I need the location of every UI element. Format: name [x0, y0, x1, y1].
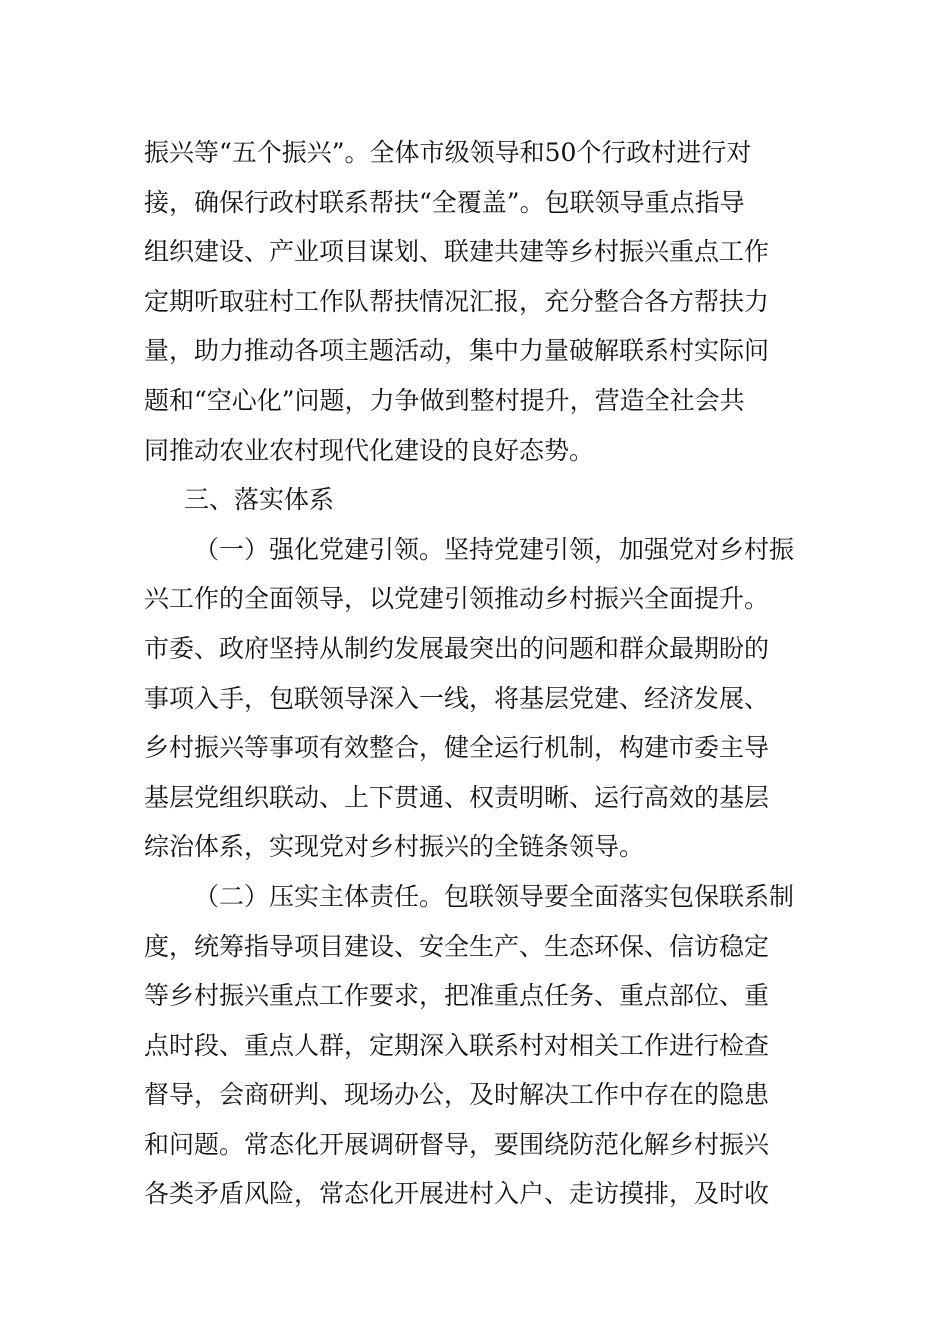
text-line: 同推动农业农村现代化建设的良好态势。: [144, 435, 595, 465]
text-line: 组织建设、产业项目谋划、联建共建等乡村振兴重点工作: [144, 237, 770, 267]
paragraph-start-line: （二）压实主体责任。包联领导要全面落实包保联系制: [194, 881, 795, 911]
text-line: 度，统筹指导项目建设、安全生产、生态环保、信访稳定: [144, 931, 770, 961]
section-heading: 三、落实体系: [184, 485, 335, 515]
text-line: 振兴等“五个振兴”。全体市级领导和50个行政村进行对: [144, 138, 752, 167]
text-line: 等乡村振兴重点工作要求，把准重点任务、重点部位、重: [144, 981, 770, 1011]
text-line: 督导，会商研判、现场办公，及时解决工作中存在的隐患: [144, 1080, 770, 1110]
text-line: 点时段、重点人群，定期深入联系村对相关工作进行检查: [144, 1030, 770, 1060]
text-line: 基层党组织联动、上下贯通、权责明晰、运行高效的基层: [144, 782, 770, 812]
text-line: 综治体系，实现党对乡村振兴的全链条领导。: [144, 832, 645, 862]
text-line: 题和“空心化”问题，力争做到整村提升，营造全社会共: [144, 385, 745, 415]
text-line: 事项入手，包联领导深入一线，将基层党建、经济发展、: [144, 683, 770, 713]
paragraph-start-line: （一）强化党建引领。坚持党建引领，加强党对乡村振: [194, 534, 795, 564]
text-line: 各类矛盾风险，常态化开展进村入户、走访摸排，及时收: [144, 1179, 770, 1209]
text-line: 定期听取驻村工作队帮扶情况汇报，充分整合各方帮扶力: [144, 286, 770, 316]
text-line: 和问题。常态化开展调研督导，要围绕防范化解乡村振兴: [144, 1129, 770, 1159]
text-line: 接，确保行政村联系帮扶“全覆盖”。包联领导重点指导: [144, 187, 745, 217]
text-line: 兴工作的全面领导，以党建引领推动乡村振兴全面提升。: [144, 584, 770, 614]
text-line: 量，助力推动各项主题活动，集中力量破解联系村实际问: [144, 336, 770, 366]
text-line: 市委、政府坚持从制约发展最突出的问题和群众最期盼的: [144, 633, 770, 663]
body-text: [144, 128, 814, 1219]
text-line: 乡村振兴等事项有效整合，健全运行机制，构建市委主导: [144, 733, 770, 763]
